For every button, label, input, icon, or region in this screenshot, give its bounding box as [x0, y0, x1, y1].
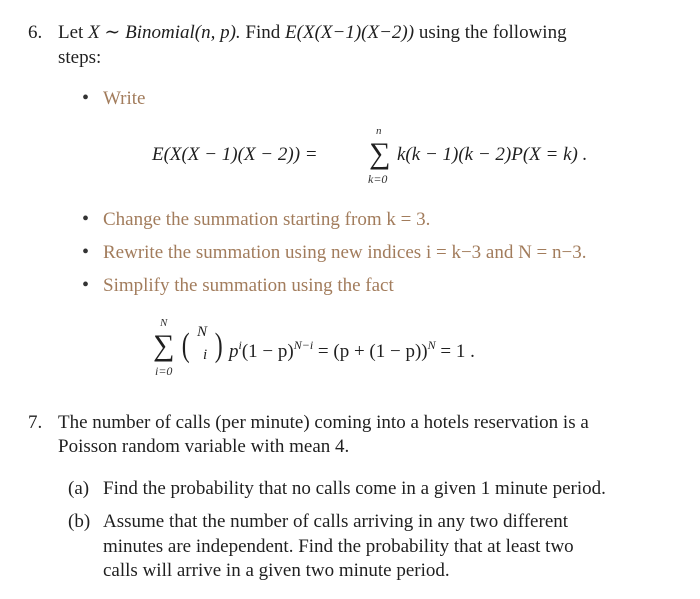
q6-bullet-write: Write [103, 88, 146, 109]
q6-bullet-simplify: Simplify the summation using the fact [103, 275, 394, 296]
q6-prompt-find: Find [245, 22, 281, 43]
eq2-sigma: ∑ [153, 329, 175, 362]
eq2-binom-left-paren: ( [181, 327, 190, 364]
eq2-rhs2: = 1 . [440, 341, 475, 362]
q7-number: 7. [28, 412, 43, 433]
q7-part-b-line3: calls will arrive in a given two minute period. [103, 560, 450, 581]
q6-number: 6. [28, 22, 43, 43]
q6-prompt-lead: Let [58, 22, 84, 43]
eq2-lower-limit: i=0 [155, 364, 173, 378]
bullet-dot: • [82, 208, 90, 230]
q7-part-b-line2: minutes are independent. Find the probability that at least two [103, 536, 574, 557]
q7-line1: The number of calls (per minute) coming into a hotels reservation is a [58, 412, 589, 433]
eq2-sup2: N−i [293, 338, 314, 352]
bullet-dot: • [82, 87, 90, 109]
q6-bullet-rewrite: Rewrite the summation using new indices i = k−3 and N = n−3. [103, 242, 587, 263]
eq2-term2: (1 − p) [241, 341, 294, 362]
q6-prompt-line2: steps: [58, 47, 102, 68]
eq1-summand: k(k − 1)(k − 2)P(X = k) . [397, 144, 588, 165]
eq1-sigma: ∑ [369, 137, 391, 170]
eq2-term1: p [229, 341, 239, 362]
eq1-lhs-text: E(X(X − 1)(X − 2)) = [152, 144, 318, 165]
eq2-sup3: N [427, 338, 436, 352]
bullet-dot: • [82, 241, 90, 263]
q7-part-b-label: (b) [68, 511, 91, 532]
eq1-lower-limit: k=0 [368, 172, 388, 186]
q7-part-b-line1: Assume that the number of calls arriving in any two different [103, 511, 569, 532]
q7-line2: Poisson random variable with mean 4. [58, 436, 350, 457]
eq2-rhs1: = (p + (1 − p)) [317, 341, 428, 362]
eq1-lhs [152, 143, 318, 167]
q6-distribution: X ∼ Binomial(n, p). [88, 22, 241, 43]
q6-prompt-line1 [58, 21, 567, 45]
eq1-upper-limit: n [376, 125, 382, 137]
q6-prompt-tail: using the following [418, 22, 567, 43]
eq2-binom-right-paren: ) [214, 327, 223, 364]
eq2-binom-bottom: i [203, 347, 208, 363]
eq2-upper-limit: N [160, 317, 168, 329]
eq2-binom-top: N [197, 324, 208, 340]
eq2-rest [229, 340, 475, 365]
q6-bullet-change: Change the summation starting from k = 3. [103, 209, 431, 230]
eq2-sup1: i [238, 338, 242, 352]
bullet-dot: • [82, 274, 90, 296]
q6-expectation: E(X(X−1)(X−2)) [285, 22, 415, 43]
q7-part-a-label: (a) [68, 478, 90, 499]
q7-part-a-line1: Find the probability that no calls come in a given 1 minute period. [103, 478, 606, 499]
